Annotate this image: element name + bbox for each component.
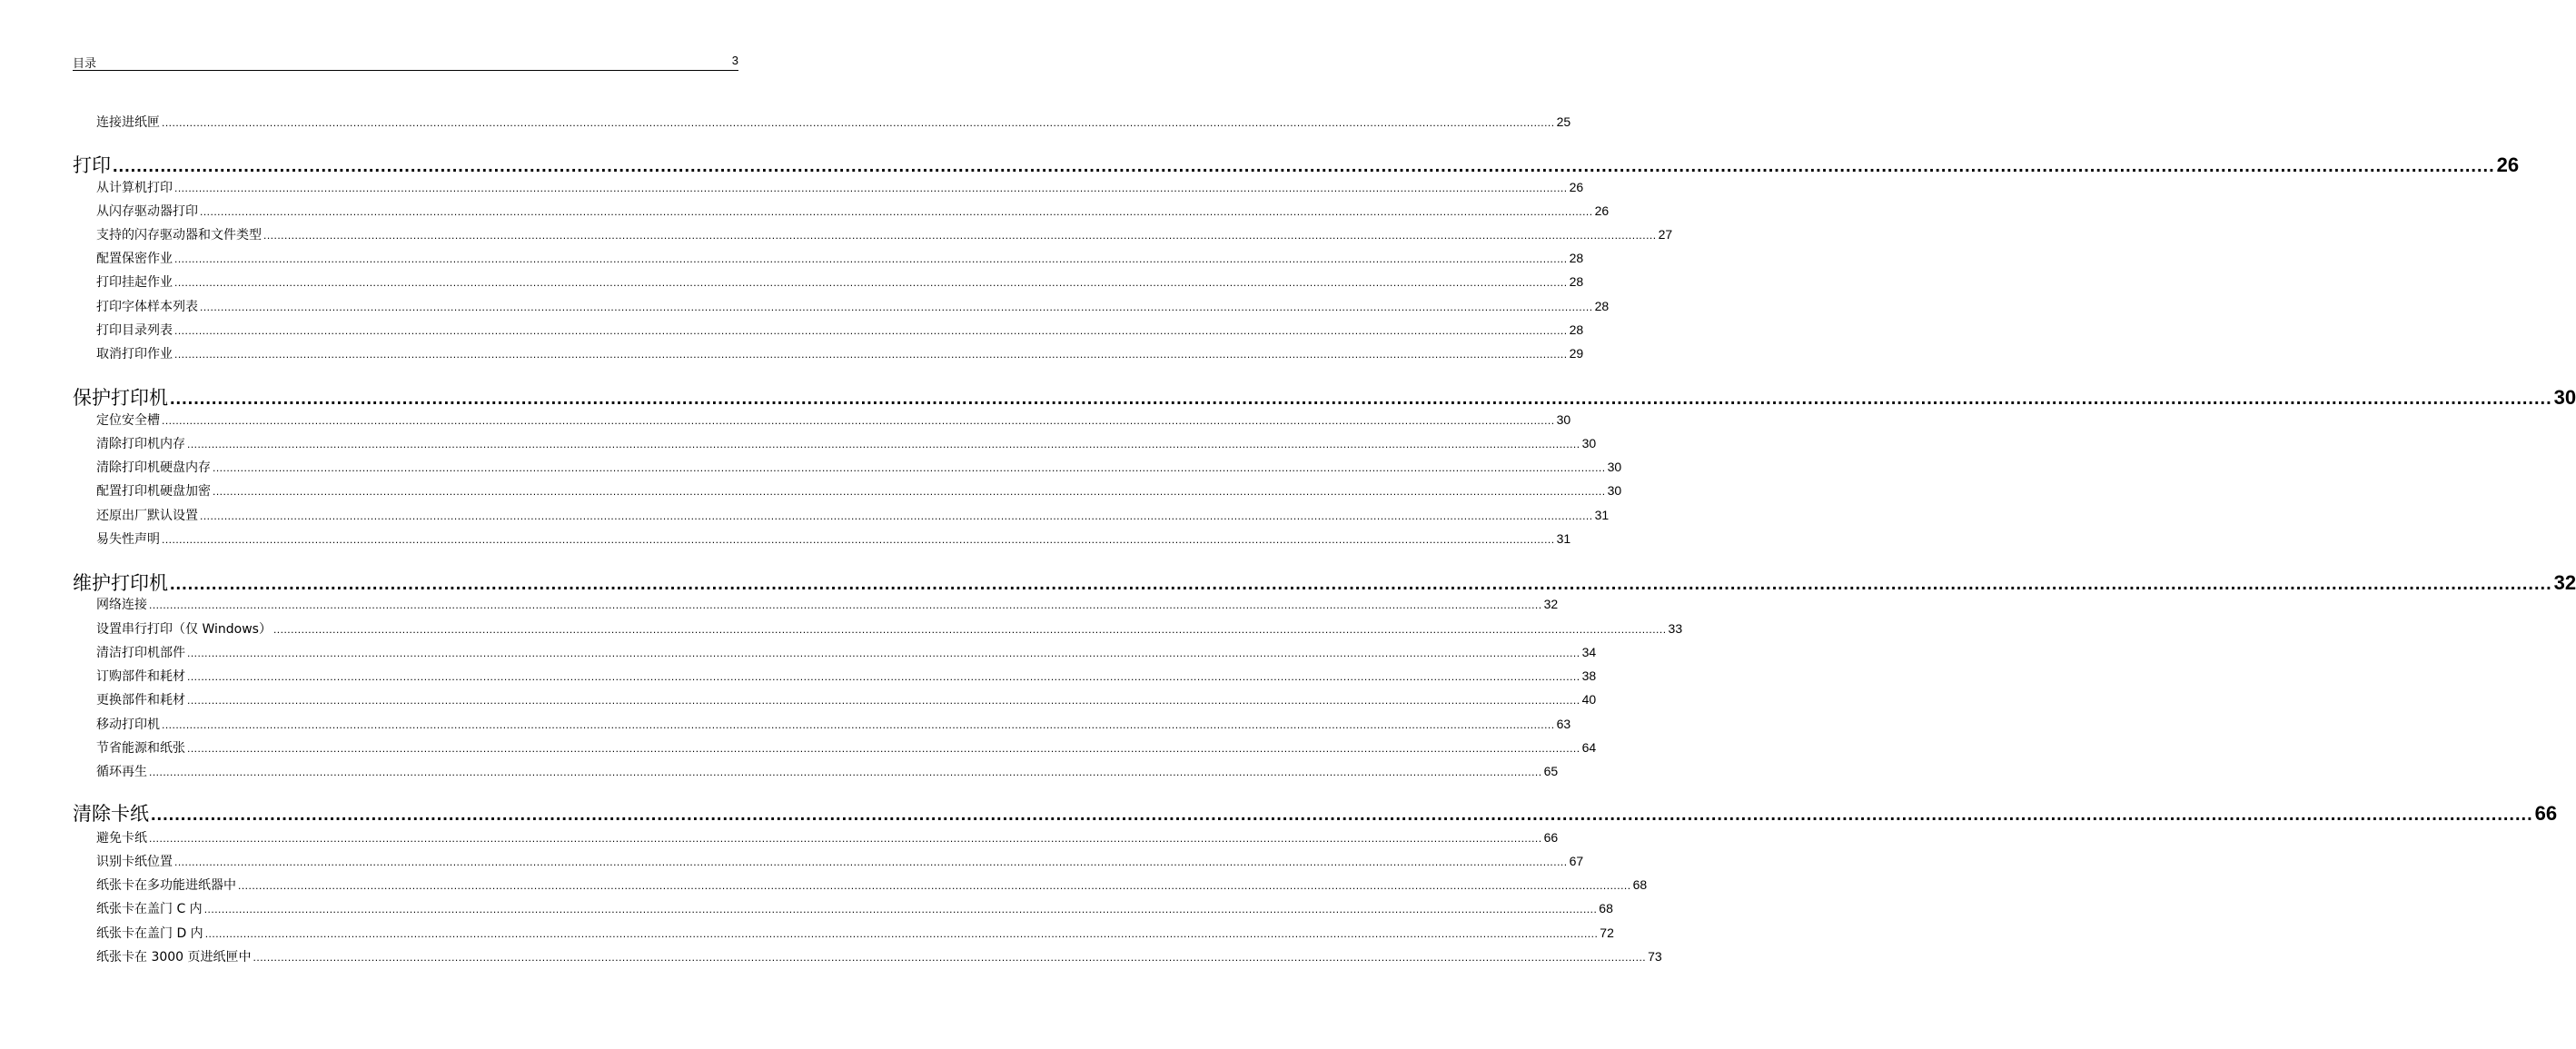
toc-entry[interactable] xyxy=(96,715,1571,733)
dot-leader: ................................................................................................................................................................................................................................................................................................................................................................................................................ xyxy=(187,742,1580,755)
toc-entry-page: 32 xyxy=(2553,571,2576,594)
toc-entry-label: 定位安全槽 xyxy=(96,413,160,428)
toc-entry[interactable] xyxy=(96,411,1571,429)
toc-entry-label: 从计算机打印 xyxy=(96,181,173,195)
dot-leader: ................................................................................................................................................................................................................................................................................................................................................................................................................ xyxy=(149,766,1542,778)
toc-entry-page: 28 xyxy=(1569,251,1584,265)
dot-leader: ................................................................................................................................................................................................................................................................................................................................................................................................................ xyxy=(204,927,1599,940)
dot-leader: ................................................................................................................................................................................................................................................................................................................................................................................................................ xyxy=(162,718,1555,731)
dot-leader: ................................................................................................................................................................................................................................................................................................................................................................................................................ xyxy=(187,670,1580,683)
toc-entry-page: 32 xyxy=(1543,597,1559,611)
toc-entry-page: 30 xyxy=(1581,436,1597,450)
toc-section-entry[interactable] xyxy=(73,569,2576,596)
toc-entry[interactable] xyxy=(96,947,1662,965)
toc-section-entry[interactable] xyxy=(73,383,2576,411)
toc-entry-label: 设置串行打印（仅 Windows） xyxy=(96,622,272,637)
toc-entry-page: 68 xyxy=(1599,901,1613,915)
toc-entry-page: 67 xyxy=(1569,854,1584,868)
toc-entry-page: 31 xyxy=(1556,531,1571,546)
dot-leader: ................................................................................................................................................................................................................................................................................................................................................................................................................ xyxy=(149,832,1542,845)
dot-leader: ................................................................................................................................................................................................................................................................................................................................................................................................................ xyxy=(272,623,1667,636)
toc-entry-label: 连接进纸匣 xyxy=(96,115,160,130)
toc-entry-page: 30 xyxy=(1607,483,1622,498)
toc-entry[interactable] xyxy=(96,458,1622,476)
toc-entry-page: 33 xyxy=(1668,621,1683,636)
toc-entry-label: 识别卡纸位置 xyxy=(96,855,173,869)
toc-entry-page: 73 xyxy=(1648,949,1662,964)
toc-entry[interactable] xyxy=(96,506,1610,524)
header-page-number: 3 xyxy=(731,54,738,67)
toc-entry-label: 保护打印机 xyxy=(73,387,168,409)
toc-entry[interactable] xyxy=(96,344,1584,362)
dot-leader: ................................................................................................................................................................................................................................................................................................................................................................................................................ xyxy=(174,252,1568,265)
toc-entry-label: 易失性声明 xyxy=(96,532,160,547)
toc-entry-page: 72 xyxy=(1600,925,1614,940)
dot-leader: ................................................................................................................................................................................................................................................................................................................................................................................................................ xyxy=(113,156,2495,176)
dot-leader: ................................................................................................................................................................................................................................................................................................................................................................................................................ xyxy=(162,533,1555,546)
toc-entry-label: 打印字体样本列表 xyxy=(96,300,198,314)
toc-entry-label: 网络连接 xyxy=(96,598,147,612)
toc-entry[interactable] xyxy=(96,876,1648,894)
toc-entry-page: 27 xyxy=(1658,227,1673,242)
toc-entry-page: 65 xyxy=(1543,764,1559,778)
dot-leader: ................................................................................................................................................................................................................................................................................................................................................................................................................ xyxy=(151,805,2533,825)
dot-leader: ................................................................................................................................................................................................................................................................................................................................................................................................................ xyxy=(174,276,1568,289)
toc-entry[interactable] xyxy=(96,738,1597,757)
toc-entry-label: 打印 xyxy=(73,154,111,176)
toc-entry-label: 更换部件和耗材 xyxy=(96,693,185,708)
dot-leader: ................................................................................................................................................................................................................................................................................................................................................................................................................ xyxy=(162,116,1555,129)
toc-entry-label: 纸张卡在盖门 C 内 xyxy=(96,902,203,916)
dot-leader: ................................................................................................................................................................................................................................................................................................................................................................................................................ xyxy=(213,485,1606,498)
toc-entry-label: 配置保密作业 xyxy=(96,252,173,266)
toc-entry[interactable] xyxy=(96,852,1584,870)
toc-entry-label: 打印挂起作业 xyxy=(96,275,173,290)
dot-leader: ................................................................................................................................................................................................................................................................................................................................................................................................................ xyxy=(213,461,1606,474)
toc-entry[interactable] xyxy=(96,924,1614,942)
toc-entry-page: 34 xyxy=(1581,645,1597,659)
toc-entry-label: 纸张卡在 3000 页进纸匣中 xyxy=(96,950,252,965)
page-header xyxy=(73,52,738,71)
dot-leader: ................................................................................................................................................................................................................................................................................................................................................................................................................ xyxy=(174,182,1568,194)
toc-entry[interactable] xyxy=(96,272,1584,291)
toc-entry[interactable] xyxy=(96,321,1584,339)
toc-section-entry[interactable] xyxy=(73,151,2520,178)
toc-entry-page: 28 xyxy=(1594,299,1610,313)
toc-entry-page: 30 xyxy=(2553,386,2576,409)
dot-leader: ................................................................................................................................................................................................................................................................................................................................................................................................................ xyxy=(170,389,2552,409)
toc-entry[interactable] xyxy=(96,225,1673,243)
toc-entry-label: 循环再生 xyxy=(96,765,147,779)
dot-leader: ................................................................................................................................................................................................................................................................................................................................................................................................................ xyxy=(174,348,1568,361)
toc-entry-page: 64 xyxy=(1581,740,1597,755)
toc-entry[interactable] xyxy=(96,434,1597,452)
dot-leader: ................................................................................................................................................................................................................................................................................................................................................................................................................ xyxy=(263,229,1657,242)
dot-leader: ................................................................................................................................................................................................................................................................................................................................................................................................................ xyxy=(187,647,1580,659)
toc-entry-label: 打印目录列表 xyxy=(96,323,173,338)
dot-leader: ................................................................................................................................................................................................................................................................................................................................................................................................................ xyxy=(187,438,1580,450)
toc-entry[interactable] xyxy=(96,178,1584,196)
toc-entry[interactable] xyxy=(96,643,1597,661)
toc-entry-page: 26 xyxy=(2496,153,2520,176)
toc-entry[interactable] xyxy=(96,202,1610,220)
dot-leader: ................................................................................................................................................................................................................................................................................................................................................................................................................ xyxy=(200,205,1593,218)
toc-entry-label: 取消打印作业 xyxy=(96,347,173,361)
toc-entry-page: 40 xyxy=(1581,692,1597,707)
toc-entry-label: 清洁打印机部件 xyxy=(96,646,185,660)
toc-entry-label: 清除打印机内存 xyxy=(96,437,185,451)
toc-entry-label: 清除打印机硬盘内存 xyxy=(96,460,211,475)
dot-leader: ................................................................................................................................................................................................................................................................................................................................................................................................................ xyxy=(174,856,1568,868)
toc-entry-label: 还原出厂默认设置 xyxy=(96,509,198,523)
toc-entry[interactable] xyxy=(96,690,1597,708)
toc-entry-label: 移动打印机 xyxy=(96,717,160,732)
toc-entry-page: 28 xyxy=(1569,274,1584,289)
toc-entry-page: 66 xyxy=(2534,802,2558,825)
dot-leader: ................................................................................................................................................................................................................................................................................................................................................................................................................ xyxy=(187,694,1580,707)
toc-entry-page: 26 xyxy=(1594,203,1610,218)
dot-leader: ................................................................................................................................................................................................................................................................................................................................................................................................................ xyxy=(200,301,1593,313)
toc-entry-page: 38 xyxy=(1581,668,1597,683)
dot-leader: ................................................................................................................................................................................................................................................................................................................................................................................................................ xyxy=(203,903,1598,915)
toc-entry-page: 66 xyxy=(1543,830,1559,845)
toc-entry-label: 配置打印机硬盘加密 xyxy=(96,484,211,499)
toc-entry-page: 26 xyxy=(1569,180,1584,194)
toc-entry[interactable] xyxy=(96,667,1597,685)
toc-entry[interactable] xyxy=(96,899,1613,917)
toc-entry-page: 29 xyxy=(1569,346,1584,361)
toc-entry[interactable] xyxy=(96,828,1559,846)
dot-leader: ................................................................................................................................................................................................................................................................................................................................................................................................................ xyxy=(162,414,1555,427)
toc-section-entry[interactable] xyxy=(73,799,2558,826)
toc-entry-label: 清除卡纸 xyxy=(73,803,149,825)
dot-leader: ................................................................................................................................................................................................................................................................................................................................................................................................................ xyxy=(238,879,1631,892)
toc-entry[interactable] xyxy=(96,249,1584,267)
toc-entry[interactable] xyxy=(96,481,1622,500)
toc-entry-label: 纸张卡在盖门 D 内 xyxy=(96,926,203,941)
toc-entry-page: 25 xyxy=(1556,114,1571,129)
toc-entry[interactable] xyxy=(96,619,1683,638)
toc-entry-page: 31 xyxy=(1594,508,1610,522)
toc-entry[interactable] xyxy=(96,297,1610,315)
dot-leader: ................................................................................................................................................................................................................................................................................................................................................................................................................ xyxy=(174,324,1568,337)
dot-leader: ................................................................................................................................................................................................................................................................................................................................................................................................................ xyxy=(200,510,1593,522)
toc-entry-label: 维护打印机 xyxy=(73,572,168,594)
toc-entry[interactable] xyxy=(96,595,1559,613)
dot-leader: ................................................................................................................................................................................................................................................................................................................................................................................................................ xyxy=(253,951,1647,964)
toc-entry[interactable] xyxy=(96,762,1559,780)
dot-leader: ................................................................................................................................................................................................................................................................................................................................................................................................................ xyxy=(170,574,2552,594)
toc-entry-page: 30 xyxy=(1607,460,1622,474)
toc-entry-label: 从闪存驱动器打印 xyxy=(96,204,198,219)
toc-entry-label: 避免卡纸 xyxy=(96,831,147,846)
header-title: 目录 xyxy=(73,57,97,71)
toc-entry-label: 节省能源和纸张 xyxy=(96,741,185,756)
toc-entry-label: 订购部件和耗材 xyxy=(96,669,185,684)
toc-entry-page: 68 xyxy=(1632,877,1648,892)
toc-entry-page: 30 xyxy=(1556,412,1571,427)
toc-entry-page: 63 xyxy=(1556,717,1571,731)
toc-entry-label: 支持的闪存驱动器和文件类型 xyxy=(96,228,262,242)
toc-entry[interactable] xyxy=(96,113,1571,131)
toc-entry-page: 28 xyxy=(1569,322,1584,337)
dot-leader: ................................................................................................................................................................................................................................................................................................................................................................................................................ xyxy=(149,599,1542,611)
toc-entry[interactable] xyxy=(96,529,1571,548)
toc-entry-label: 纸张卡在多功能进纸器中 xyxy=(96,878,236,893)
